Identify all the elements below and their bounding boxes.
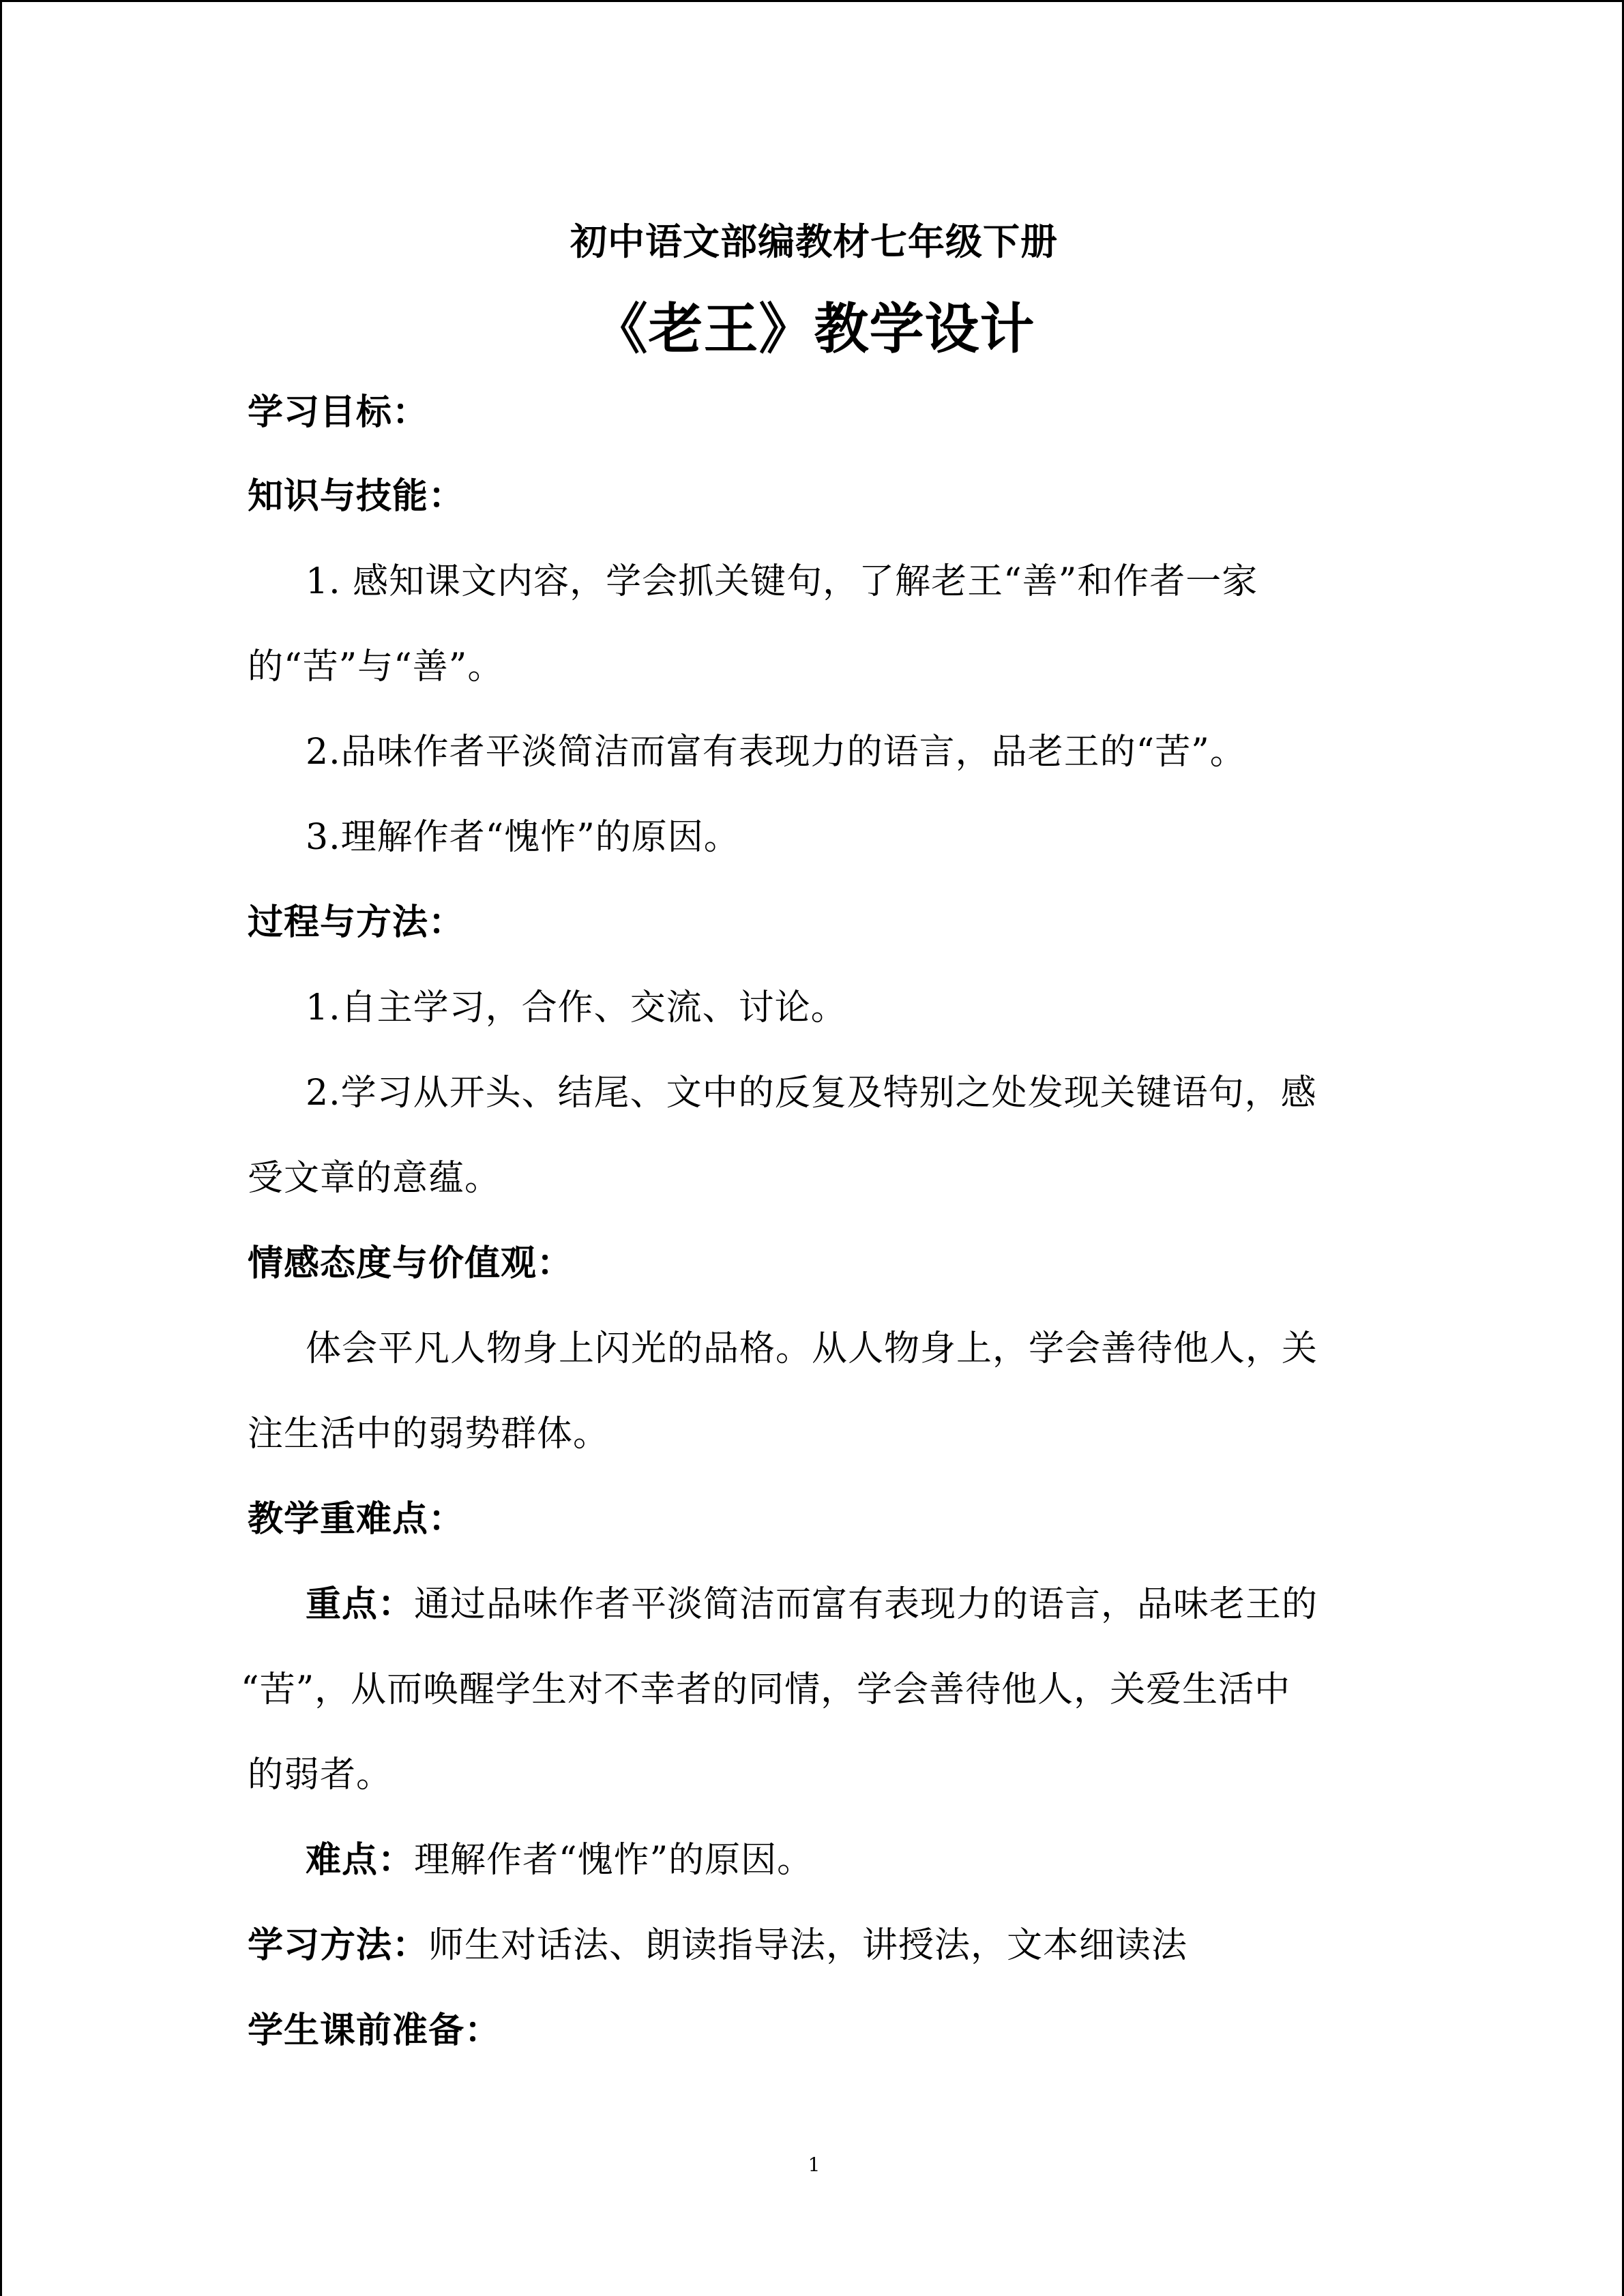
process-item-2-line-1: 2.学习从开头、结尾、文中的反复及特别之处发现关键语句，感 xyxy=(306,1073,1317,1114)
heading-knowledge: 知识与技能： xyxy=(248,476,465,517)
document-subtitle: 初中语文部编教材七年级下册 xyxy=(570,220,1058,263)
heading-emotion: 情感态度与价值观： xyxy=(248,1243,574,1284)
knowledge-item-1-line-2: 的“苦”与“善”。 xyxy=(248,646,504,687)
key-point-label: 重点： xyxy=(306,1584,415,1625)
document-title: 《老王》教学设计 xyxy=(593,297,1035,361)
methods-line xyxy=(248,1924,1187,1967)
difficult-point-line xyxy=(306,1838,813,1882)
methods-label: 学习方法： xyxy=(248,1925,429,1966)
heading-process: 过程与方法： xyxy=(248,902,465,943)
key-point-line-1 xyxy=(306,1583,1318,1626)
methods-text: 师生对话法、朗读指导法，讲授法，文本细读法 xyxy=(428,1925,1188,1966)
difficult-point-label: 难点： xyxy=(306,1840,415,1881)
process-item-2-line-2: 受文章的意蕴。 xyxy=(248,1158,501,1199)
heading-preparation: 学生课前准备： xyxy=(248,2010,501,2051)
process-item-1: 1.自主学习，合作、交流、讨论。 xyxy=(306,987,847,1028)
page-number: 1 xyxy=(808,2153,821,2176)
emotion-line-2: 注生活中的弱势群体。 xyxy=(248,1414,610,1455)
heading-key-points: 教学重难点： xyxy=(248,1499,465,1540)
heading-objectives: 学习目标： xyxy=(248,392,429,433)
key-point-line-2: “苦”，从而唤醒学生对不幸者的同情，学会善待他人，关爱生活中 xyxy=(241,1669,1291,1710)
key-point-text-1: 通过品味作者平淡简洁而富有表现力的语言，品味老王的 xyxy=(414,1584,1318,1625)
knowledge-item-1-line-1: 1. 感知课文内容，学会抓关键句，了解老王“善”和作者一家 xyxy=(306,561,1258,602)
knowledge-item-2: 2.品味作者平淡简洁而富有表现力的语言，品老王的“苦”。 xyxy=(306,732,1246,773)
knowledge-item-3: 3.理解作者“愧怍”的原因。 xyxy=(306,817,740,858)
key-point-line-3: 的弱者。 xyxy=(248,1755,393,1795)
emotion-line-1: 体会平凡人物身上闪光的品格。从人物身上，学会善待他人，关 xyxy=(306,1328,1318,1369)
difficult-point-text: 理解作者“愧怍”的原因。 xyxy=(414,1840,814,1881)
